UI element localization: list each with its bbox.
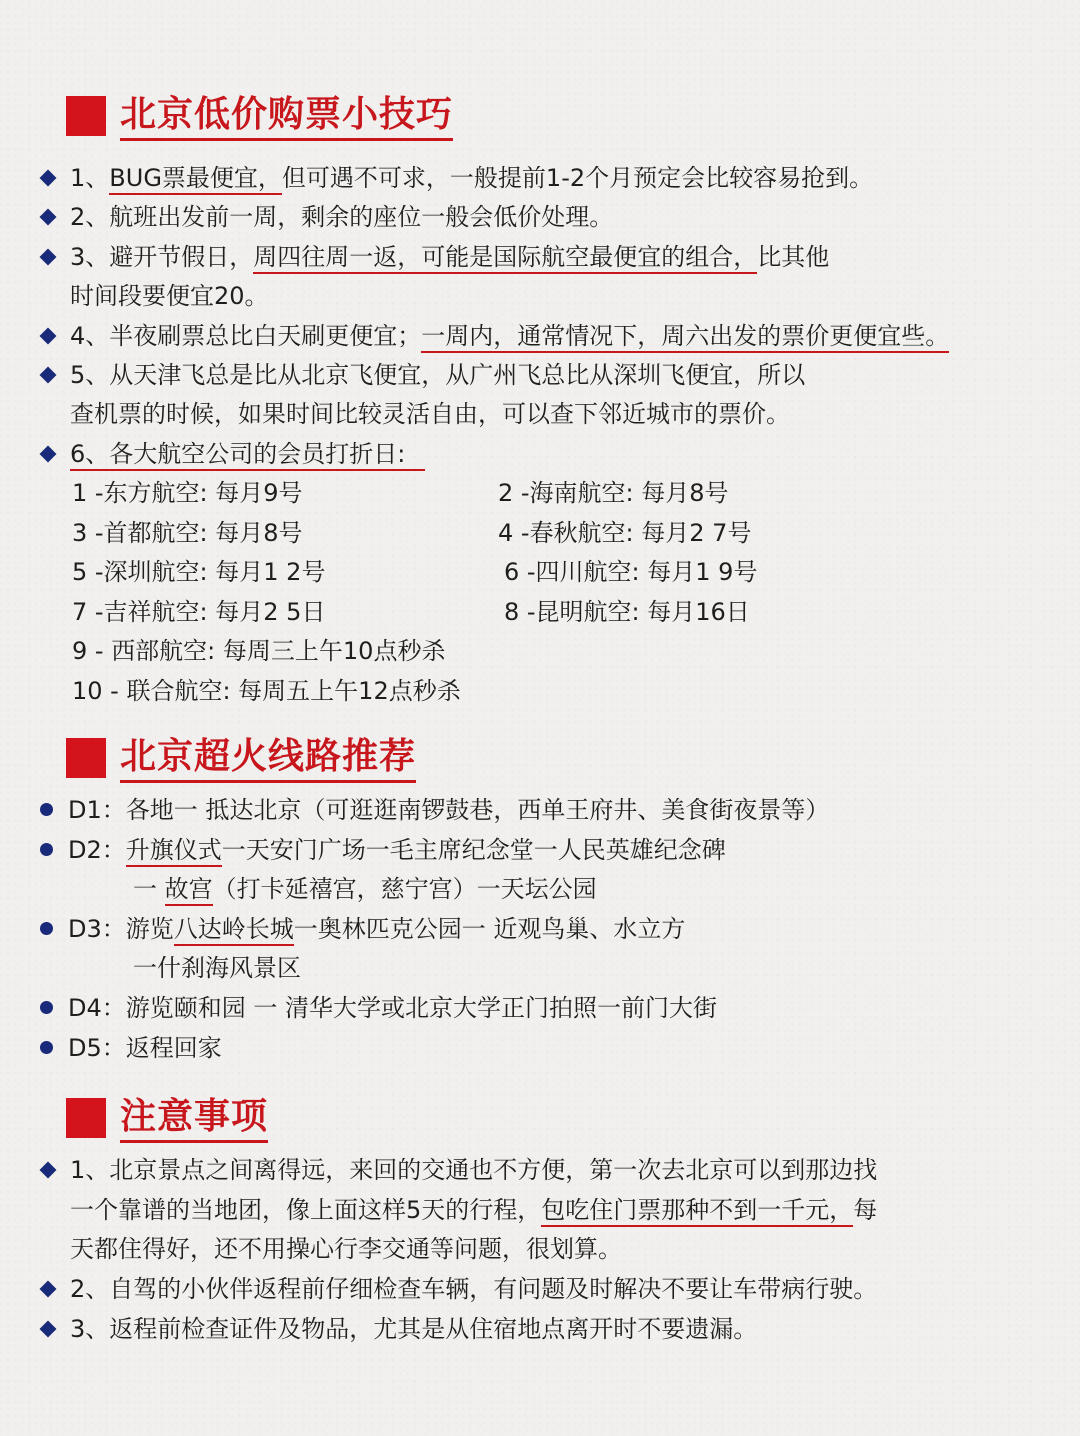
tip-2: 2、航班出发前一周，剩余的座位一般会低价处理。 bbox=[70, 203, 614, 231]
route-day-2 bbox=[68, 830, 726, 870]
note-3: 3、返程前检查证件及物品，尤其是从住宿地点离开时不要遗漏。 bbox=[70, 1315, 758, 1343]
diamond-bullet-icon bbox=[40, 446, 57, 463]
tip-4-highlight: 一周内，通常情况下，周六出发的票价更便宜些。 bbox=[421, 322, 949, 353]
tip-3 bbox=[70, 237, 829, 277]
dot-bullet-icon bbox=[40, 843, 53, 856]
diamond-bullet-icon bbox=[40, 367, 57, 384]
red-square-icon bbox=[66, 738, 106, 778]
route-day-3 bbox=[68, 909, 685, 949]
route-day-2-prefix: D2： bbox=[68, 836, 126, 864]
note-1-line-2 bbox=[70, 1190, 877, 1230]
dot-bullet-icon bbox=[40, 1041, 53, 1054]
route-day-2-line-2-prefix: 一 bbox=[133, 875, 165, 903]
airline-item: 10 - 联合航空: 每周五上午12点秒杀 bbox=[72, 677, 461, 705]
tip-1-highlight: BUG票最便宜， bbox=[109, 164, 282, 195]
tip-5-line-2: 查机票的时候，如果时间比较灵活自由，可以查下邻近城市的票价。 bbox=[70, 400, 790, 428]
route-day-3-highlight: 八达岭长城 bbox=[174, 915, 294, 946]
dot-bullet-icon bbox=[40, 1001, 53, 1014]
note-1-line-2-suffix: 每 bbox=[853, 1196, 878, 1224]
note-1-line-3: 天都住得好，还不用操心行李交通等问题，很划算。 bbox=[70, 1235, 622, 1263]
section-title-text: 北京低价购票小技巧 bbox=[120, 92, 453, 141]
route-day-2-highlight: 升旗仪式 bbox=[126, 836, 222, 867]
section-title-notes bbox=[66, 1094, 268, 1142]
route-day-4: D4：游览颐和园 一 清华大学或北京大学正门拍照一前门大街 bbox=[68, 994, 718, 1022]
airline-item: 6 -四川航空: 每月1 9号 bbox=[504, 558, 758, 586]
tip-6-heading bbox=[70, 434, 425, 474]
note-1-highlight: 包吃住门票那种不到一千元， bbox=[541, 1196, 853, 1227]
airline-item: 2 -海南航空: 每月8号 bbox=[498, 479, 729, 507]
airline-item: 1 -东方航空: 每月9号 bbox=[72, 479, 303, 507]
route-day-2-line-2-rest: （打卡延禧宫，慈宁宫）一天坛公园 bbox=[212, 875, 597, 903]
diamond-bullet-icon bbox=[40, 1162, 57, 1179]
airline-item: 3 -首都航空: 每月8号 bbox=[72, 519, 303, 547]
diamond-bullet-icon bbox=[40, 328, 57, 345]
tip-3-line-2: 时间段要便宜20。 bbox=[70, 282, 269, 310]
airline-item: 7 -吉祥航空: 每月2 5日 bbox=[72, 598, 326, 626]
diamond-bullet-icon bbox=[40, 249, 57, 266]
tip-1 bbox=[70, 158, 873, 198]
tip-5: 5、从天津飞总是比从北京飞便宜，从广州飞总比从深圳飞便宜，所以 bbox=[70, 361, 806, 389]
route-day-3-line-2: 一什刹海风景区 bbox=[133, 954, 301, 982]
diamond-bullet-icon bbox=[40, 1281, 57, 1298]
route-day-2-line-2 bbox=[133, 869, 597, 909]
diamond-bullet-icon bbox=[40, 1321, 57, 1338]
airline-item: 9 - 西部航空: 每周三上午10点秒杀 bbox=[72, 637, 446, 665]
route-day-2-highlight-2: 故宫 bbox=[165, 875, 213, 906]
tip-6-highlight: 6、各大航空公司的会员打折日: bbox=[70, 440, 425, 471]
tip-3-highlight: 周四往周一返，可能是国际航空最便宜的组合， bbox=[253, 243, 757, 274]
tip-3-suffix: 比其他 bbox=[757, 243, 830, 271]
tip-1-suffix: 但可遇不可求，一般提前1-2个月预定会比较容易抢到。 bbox=[281, 164, 874, 192]
note-1-line-2-prefix: 一个靠谱的当地团，像上面这样5天的行程， bbox=[70, 1196, 542, 1224]
route-day-2-rest: 一天安门广场一毛主席纪念堂一人民英雄纪念碑 bbox=[221, 836, 726, 864]
diamond-bullet-icon bbox=[40, 209, 57, 226]
note-1: 1、北京景点之间离得远，来回的交通也不方便，第一次去北京可以到那边找 bbox=[70, 1156, 878, 1184]
route-day-3-prefix: D3：游览 bbox=[68, 915, 174, 943]
red-square-icon bbox=[66, 1098, 106, 1138]
tip-1-prefix: 1、 bbox=[70, 164, 110, 192]
airline-item: 5 -深圳航空: 每月1 2号 bbox=[72, 558, 326, 586]
diamond-bullet-icon bbox=[40, 170, 57, 187]
note-2: 2、自驾的小伙伴返程前仔细检查车辆，有问题及时解决不要让车带病行驶。 bbox=[70, 1275, 878, 1303]
dot-bullet-icon bbox=[40, 922, 53, 935]
section-title-text: 北京超火线路推荐 bbox=[120, 734, 416, 783]
tip-3-prefix: 3、避开节假日， bbox=[70, 243, 254, 271]
airline-item: 4 -春秋航空: 每月2 7号 bbox=[498, 519, 752, 547]
tip-4 bbox=[70, 316, 949, 356]
section-title-text: 注意事项 bbox=[120, 1094, 268, 1143]
route-day-1: D1：各地一 抵达北京（可逛逛南锣鼓巷，西单王府井、美食街夜景等） bbox=[68, 796, 830, 824]
airline-item: 8 -昆明航空: 每月16日 bbox=[504, 598, 750, 626]
route-day-5: D5：返程回家 bbox=[68, 1034, 222, 1062]
section-title-routes bbox=[66, 734, 416, 782]
route-day-3-rest: 一奥林匹克公园一 近观鸟巢、水立方 bbox=[293, 915, 686, 943]
section-title-ticket-tips bbox=[66, 92, 453, 140]
dot-bullet-icon bbox=[40, 803, 53, 816]
tip-4-prefix: 4、半夜刷票总比白天刷更便宜； bbox=[70, 322, 422, 350]
red-square-icon bbox=[66, 96, 106, 136]
